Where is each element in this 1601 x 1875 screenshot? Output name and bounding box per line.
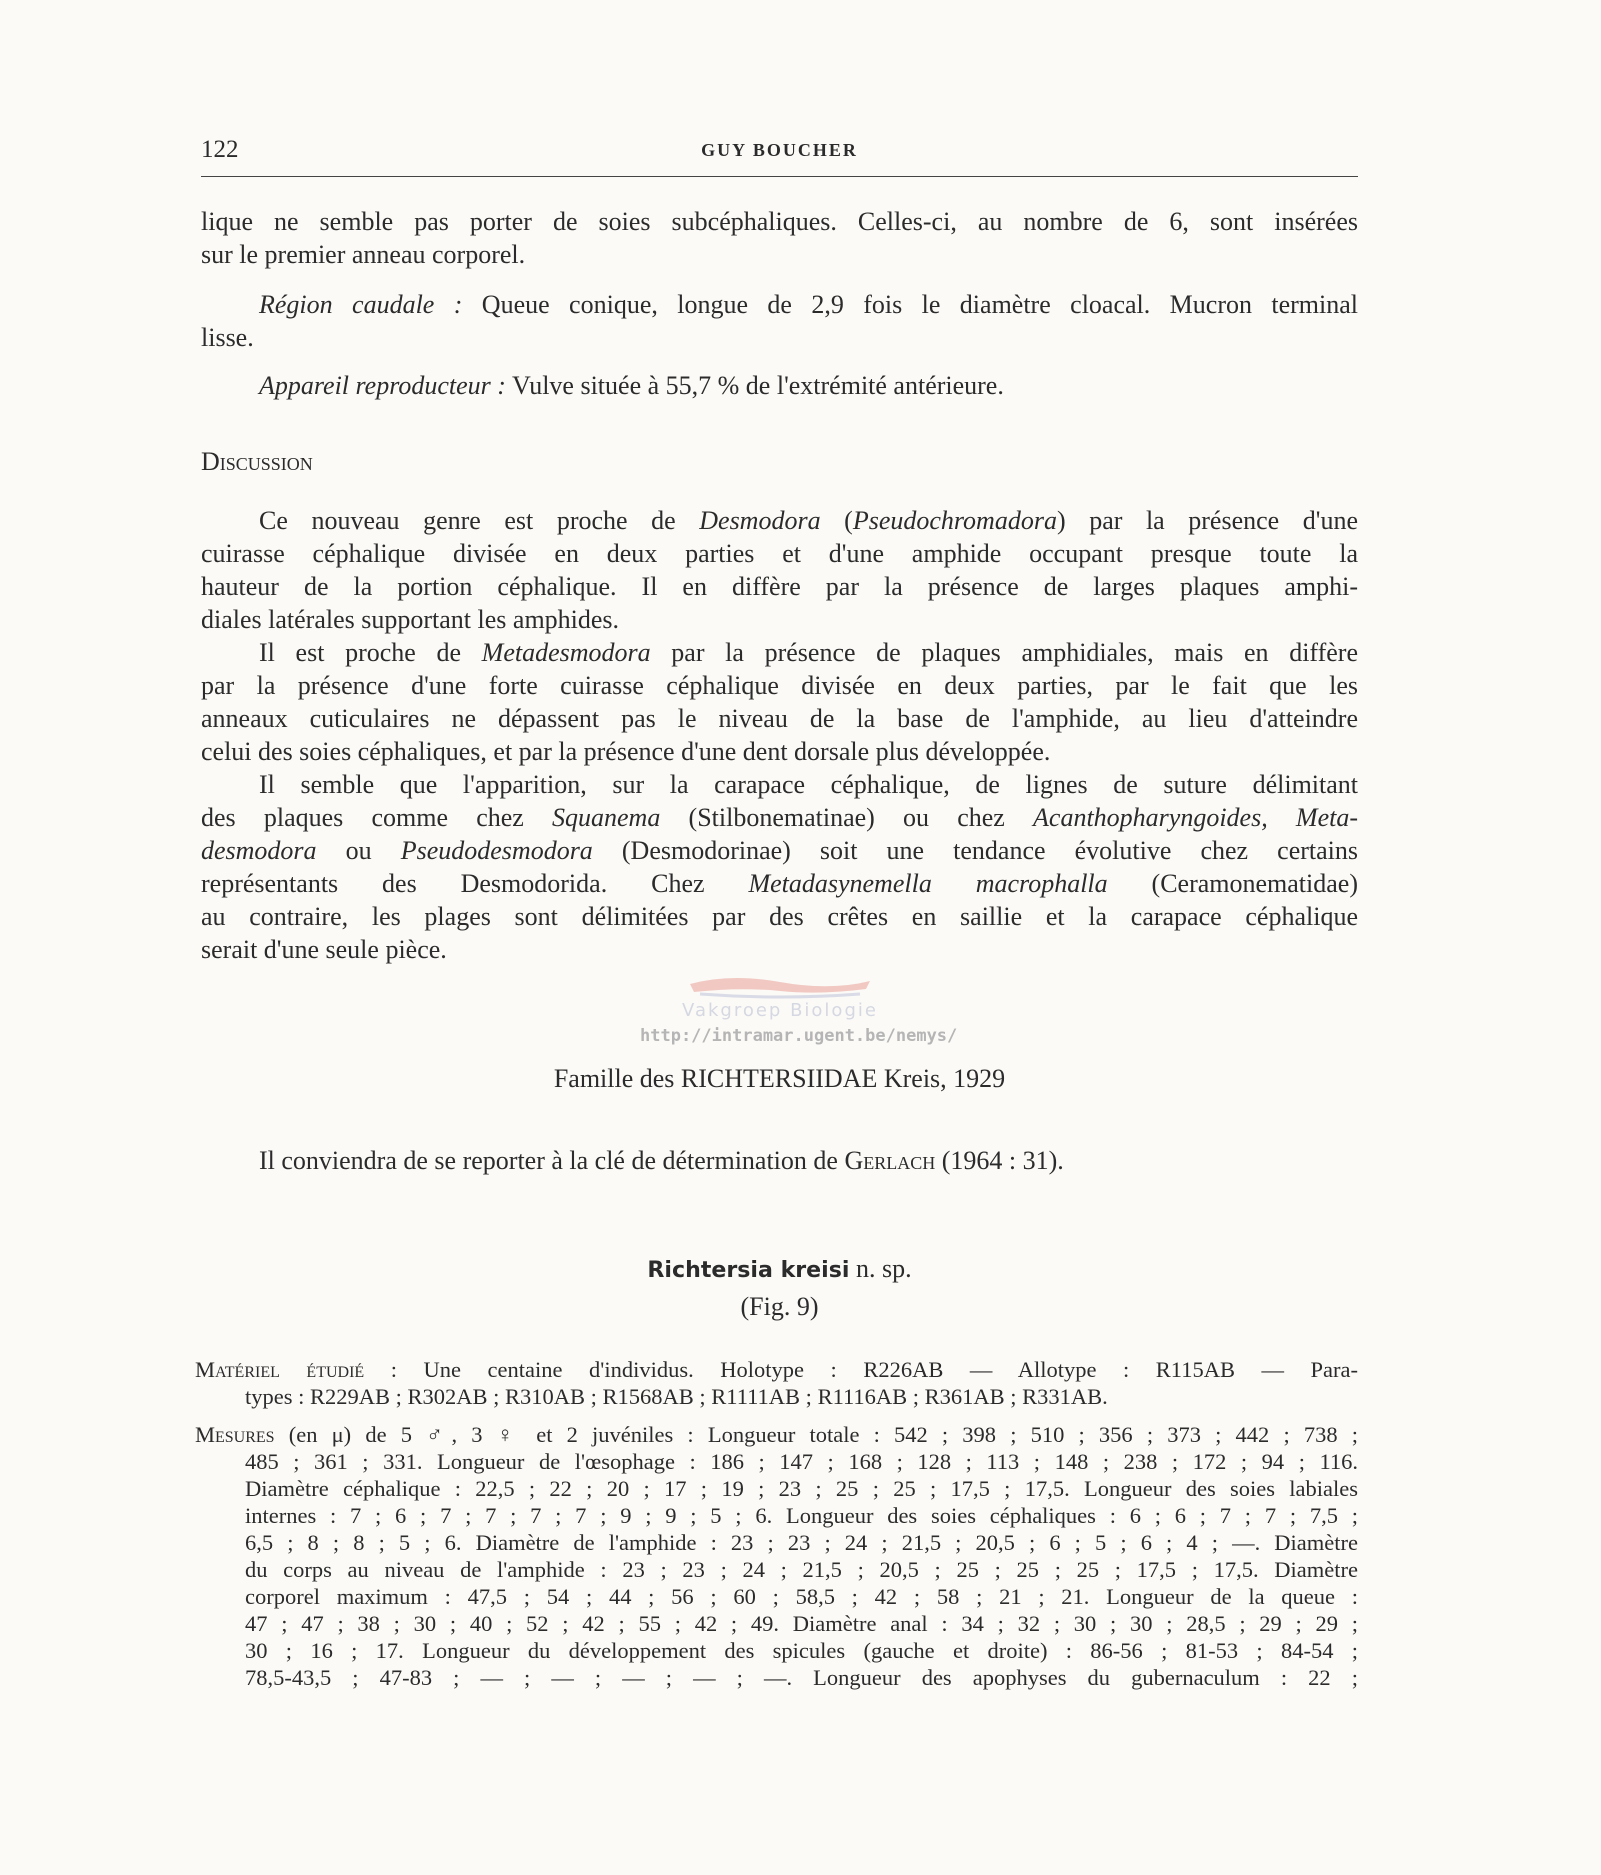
species-heading [201,1250,1358,1326]
paragraph-discussion-1 [201,504,1358,636]
text-line [201,321,1358,354]
text-line [201,1250,1358,1288]
text-line [201,735,1358,768]
text-line [201,570,1358,603]
text-run: lisse. [201,323,254,352]
text-line [195,1664,1358,1691]
text-run: (Stilbonematinae) ou chez [660,803,1034,832]
text-run: n. sp. [849,1254,912,1283]
text-line [201,636,1358,669]
text-line [201,1288,1358,1326]
small-caps-text: Mesures [195,1422,275,1447]
paragraph-discussion-2 [201,636,1358,768]
page-number: 122 [201,136,239,163]
text-run: au contraire, les plages sont délimitées par des crêtes en saillie et la carapace céphalique [201,902,1358,931]
italic-text: Metadesmodora [481,638,651,667]
text-run: (Desmodorinae) soit une tendance évolutive chez certains [592,836,1358,865]
text-run: (Ceramonematidae) [1107,869,1358,898]
text-run: hauteur de la portion céphalique. Il en diffère par la présence de larges plaques amphi- [201,572,1358,601]
text-run: diales latérales supportant les amphides. [201,605,620,634]
text-run: par la présence d'une forte cuirasse céphalique divisée en deux parties, par le fait que les [201,671,1358,700]
paragraph-materiel [195,1356,1358,1410]
text-run: celui des soies céphaliques, et par la présence d'une dent dorsale plus développée. [201,737,1051,766]
text-line [201,768,1358,801]
text-run: cuirasse céphalique divisée en deux parties et d'une amphide occupant presque toute la [201,539,1358,568]
text-line [201,537,1358,570]
text-line [195,1610,1358,1637]
watermark-url: http://intramar.ugent.be/nemys/ [640,1026,958,1046]
text-run: ) par la présence d'une [1056,506,1358,535]
running-head: GUY BOUCHER [701,140,858,160]
text-line [201,205,1358,238]
text-line [201,834,1358,867]
text-run: 47 ; 47 ; 38 ; 30 ; 40 ; 52 ; 42 ; 55 ; 42 ; 49. Diamètre anal : 34 ; 32 ; 30 ; 30 ; 28,5 ; 29 ; 29 ; [245,1611,1358,1636]
text-line [201,238,1358,271]
text-run: ou [316,836,401,865]
text-line [201,369,1358,402]
text-run: Queue conique, longue de 2,9 fois le diamètre cloacal. Mucron terminal [462,290,1359,319]
paragraph-mesures [195,1421,1358,1691]
text-run: Il semble que l'apparition, sur la carapace céphalique, de lignes de suture délimitant [259,770,1358,799]
italic-text: Desmodora [699,506,821,535]
text-run: 30 ; 16 ; 17. Longueur du développement des spicules (gauche et droite) : 86-56 ; 81-53 ; 84-54 ; [245,1638,1358,1663]
text-run: par la présence de plaques amphidiales, mais en diffère [650,638,1358,667]
watermark [640,970,958,1046]
text-run: serait d'une seule pièce. [201,935,447,964]
italic-text: Pseudodesmodora [400,836,593,865]
text-run: corporel maximum : 47,5 ; 54 ; 44 ; 56 ; 60 ; 58,5 ; 42 ; 58 ; 21 ; 21. Longueur de la queue : [245,1584,1358,1609]
text-line [201,669,1358,702]
text-run: 485 ; 361 ; 331. Longueur de l'œsophage : 186 ; 147 ; 168 ; 128 ; 113 ; 148 ; 238 ; 172 ; 94 ; 116. [245,1449,1358,1474]
text-line [195,1475,1358,1502]
italic-text: Région caudale : [259,290,463,319]
text-run: des plaques comme chez [201,803,553,832]
text-run: Vulve située à 55,7 % de l'extrémité antérieure. [505,371,1004,400]
text-run: (Fig. 9) [740,1292,819,1321]
text-run: types : R229AB ; R302AB ; R310AB ; R1568AB ; R1111AB ; R1116AB ; R361AB ; R331AB. [245,1384,1108,1409]
italic-text: Appareil reproducteur : [259,371,506,400]
text-line [195,1529,1358,1556]
small-caps-text: Matériel étudié [195,1357,365,1382]
italic-text: Squanema [552,803,661,832]
text-line [201,933,1358,966]
text-line [201,1062,1358,1095]
text-line [201,702,1358,735]
text-line [195,1502,1358,1529]
text-line [195,1421,1358,1448]
text-line [201,603,1358,636]
text-run: internes : 7 ; 6 ; 7 ; 7 ; 7 ; 7 ; 9 ; 9 ; 5 ; 6. Longueur des soies céphaliques : 6 ; 6 ; 7 ; 7 ; 7,5 ; [245,1503,1358,1528]
paragraph-region-caudale [201,288,1358,354]
text-run: du corps au niveau de l'amphide : 23 ; 23 ; 24 ; 21,5 ; 20,5 ; 25 ; 25 ; 25 ; 17,5 ; 17,5. Diamètre [245,1557,1358,1582]
italic-text: Metadasynemella macrophalla [748,869,1108,898]
paragraph-discussion-3 [201,768,1358,966]
paragraph-continued [201,205,1358,271]
text-run: (en μ) de 5 ♂, 3 ♀ et 2 juvéniles : Longueur totale : 542 ; 398 ; 510 ; 356 ; 373 ; 442 ; 738 ; [274,1422,1358,1447]
small-caps-text: Discussion [201,447,313,476]
text-run: 78,5-43,5 ; 47-83 ; — ; — ; — ; — ; —. Longueur des apophyses du gubernaculum : 22 ; [245,1665,1358,1690]
text-line [201,445,1358,478]
family-heading [201,1062,1358,1095]
text-line [195,1383,1358,1410]
text-run: Il conviendra de se reporter à la clé de détermination de [259,1146,845,1175]
text-run: sur le premier anneau corporel. [201,240,526,269]
text-line [195,1583,1358,1610]
italic-text: Acanthopharyngoides, Meta- [1033,803,1358,832]
text-line [201,867,1358,900]
text-line [201,801,1358,834]
text-run: ( [820,506,853,535]
watermark-logo-icon [670,970,890,1000]
text-run: lique ne semble pas porter de soies subcéphaliques. Celles-ci, au nombre de 6, sont insérées [201,207,1358,236]
text-line [195,1356,1358,1383]
text-line [201,504,1358,537]
paragraph-appareil-reproducteur [201,369,1358,402]
text-run: Ce nouveau genre est proche de [259,506,700,535]
text-line [195,1637,1358,1664]
paragraph-gerlach [201,1144,1358,1177]
bold-text: Richtersia kreisi [647,1257,850,1283]
text-run: 6,5 ; 8 ; 8 ; 5 ; 6. Diamètre de l'amphide : 23 ; 23 ; 24 ; 21,5 ; 20,5 ; 6 ; 5 ; 6 ; 4 ; —. Diamètre [245,1530,1358,1555]
section-heading-discussion [201,445,1358,478]
page-header [201,136,1358,177]
text-line [201,1144,1358,1177]
text-line [195,1556,1358,1583]
text-run: anneaux cuticulaires ne dépassent pas le niveau de la base de l'amphide, au lieu d'atteindre [201,704,1358,733]
text-run: représentants des Desmodorida. Chez [201,869,749,898]
text-run: Diamètre céphalique : 22,5 ; 22 ; 20 ; 17 ; 19 ; 23 ; 25 ; 25 ; 17,5 ; 17,5. Longueur des soies labiales [245,1476,1358,1501]
text-run: (1964 : 31). [935,1146,1064,1175]
text-line [195,1448,1358,1475]
text-line [201,900,1358,933]
italic-text: Pseudochromadora [852,506,1057,535]
text-run: Famille des RICHTERSIIDAE Kreis, 1929 [553,1064,1006,1093]
small-caps-text: Gerlach [844,1146,936,1175]
text-line [201,288,1358,321]
watermark-text: Vakgroep Biologie [682,1000,878,1021]
text-run: : Une centaine d'individus. Holotype : R226AB — Allotype : R115AB — Para- [364,1357,1358,1382]
text-run: Il est proche de [259,638,482,667]
italic-text: desmodora [201,836,317,865]
